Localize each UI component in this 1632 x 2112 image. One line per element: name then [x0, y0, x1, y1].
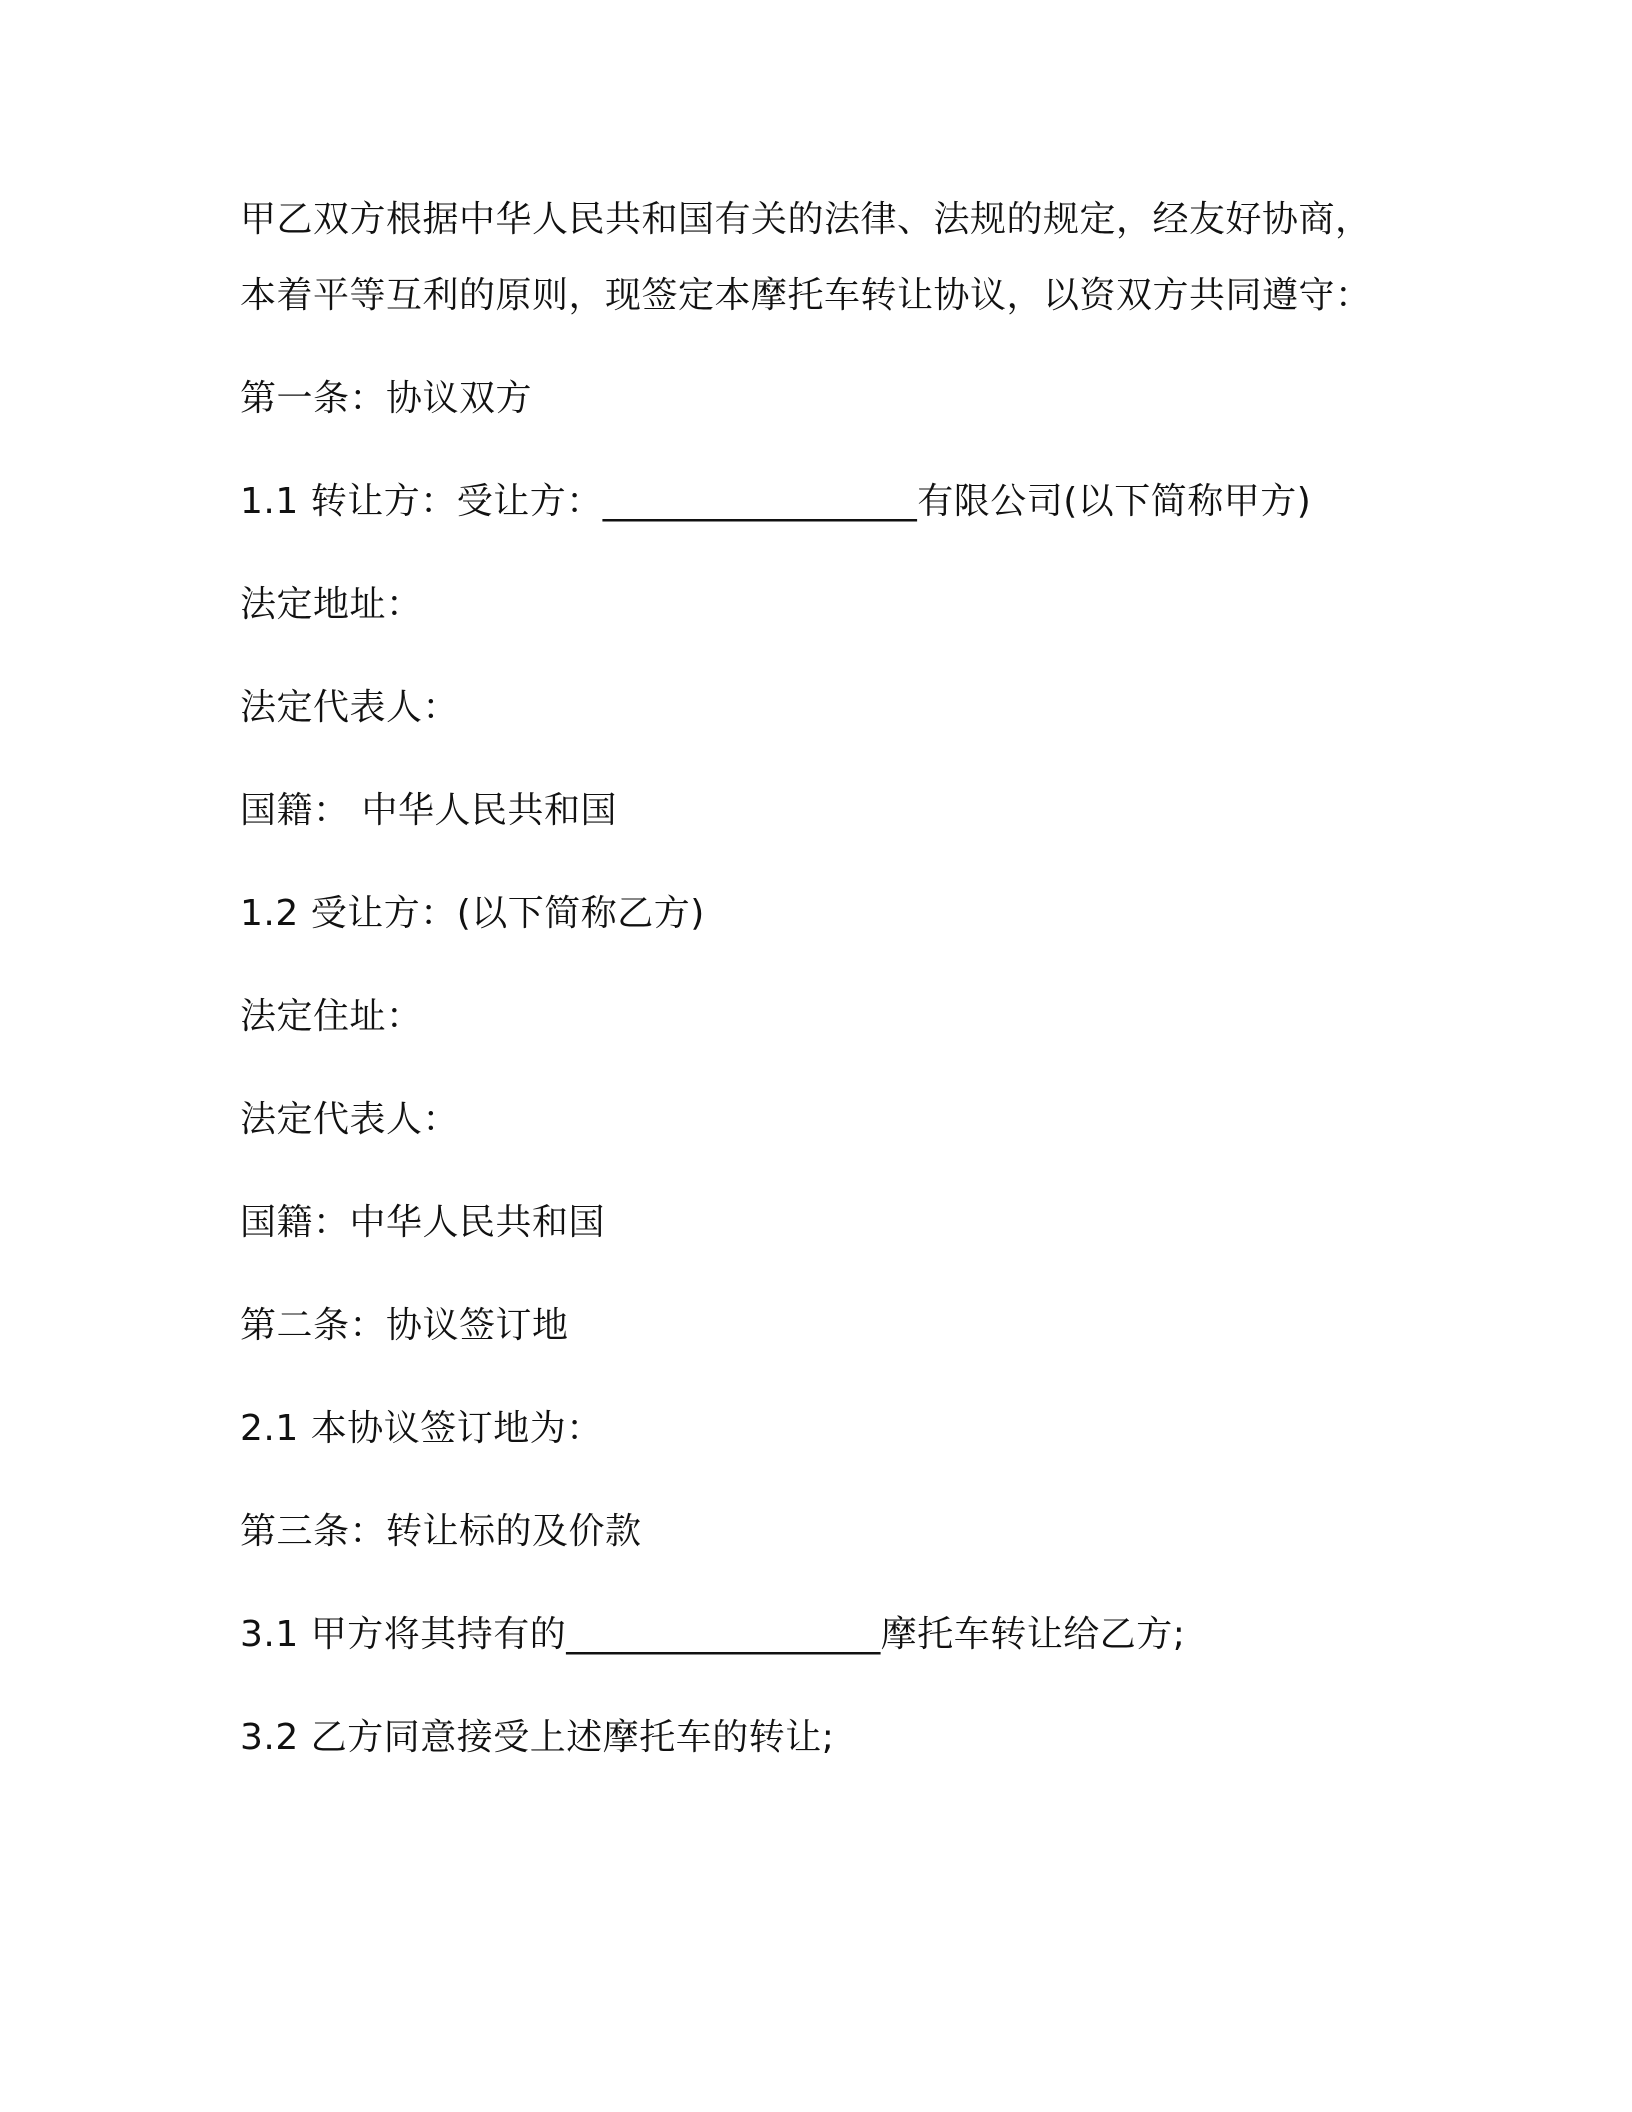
clause-2-1: 2.1 本协议签订地为： [240, 1408, 603, 1449]
nationality-line: 国籍： 中华人民共和国 [240, 790, 617, 831]
clause-1-1: 1.1 转让方：受让方：_________________有限公司(以下简称甲方) [240, 481, 1312, 522]
legal-address-label: 法定地址： [240, 584, 423, 625]
nationality-line-2: 国籍：中华人民共和国 [240, 1202, 606, 1243]
clause-1-2: 1.2 受让方：(以下简称乙方) [240, 893, 705, 934]
clause-3-2: 3.2 乙方同意接受上述摩托车的转让; [240, 1717, 835, 1758]
article-2-heading: 第二条：协议签订地 [240, 1305, 569, 1346]
legal-representative-label: 法定代表人： [240, 687, 460, 728]
article-1-heading: 第一条：协议双方 [240, 378, 533, 419]
article-3-heading: 第三条：转让标的及价款 [240, 1511, 642, 1552]
intro-line-1: 甲乙双方根据中华人民共和国有关的法律、法规的规定，经友好协商， [240, 199, 1372, 240]
legal-residence-label: 法定住址： [240, 996, 423, 1037]
clause-3-1: 3.1 甲方将其持有的_________________摩托车转让给乙方; [240, 1614, 1186, 1655]
intro-line-2: 本着平等互利的原则，现签定本摩托车转让协议，以资双方共同遵守： [240, 275, 1372, 316]
legal-representative-label-2: 法定代表人： [240, 1099, 460, 1140]
